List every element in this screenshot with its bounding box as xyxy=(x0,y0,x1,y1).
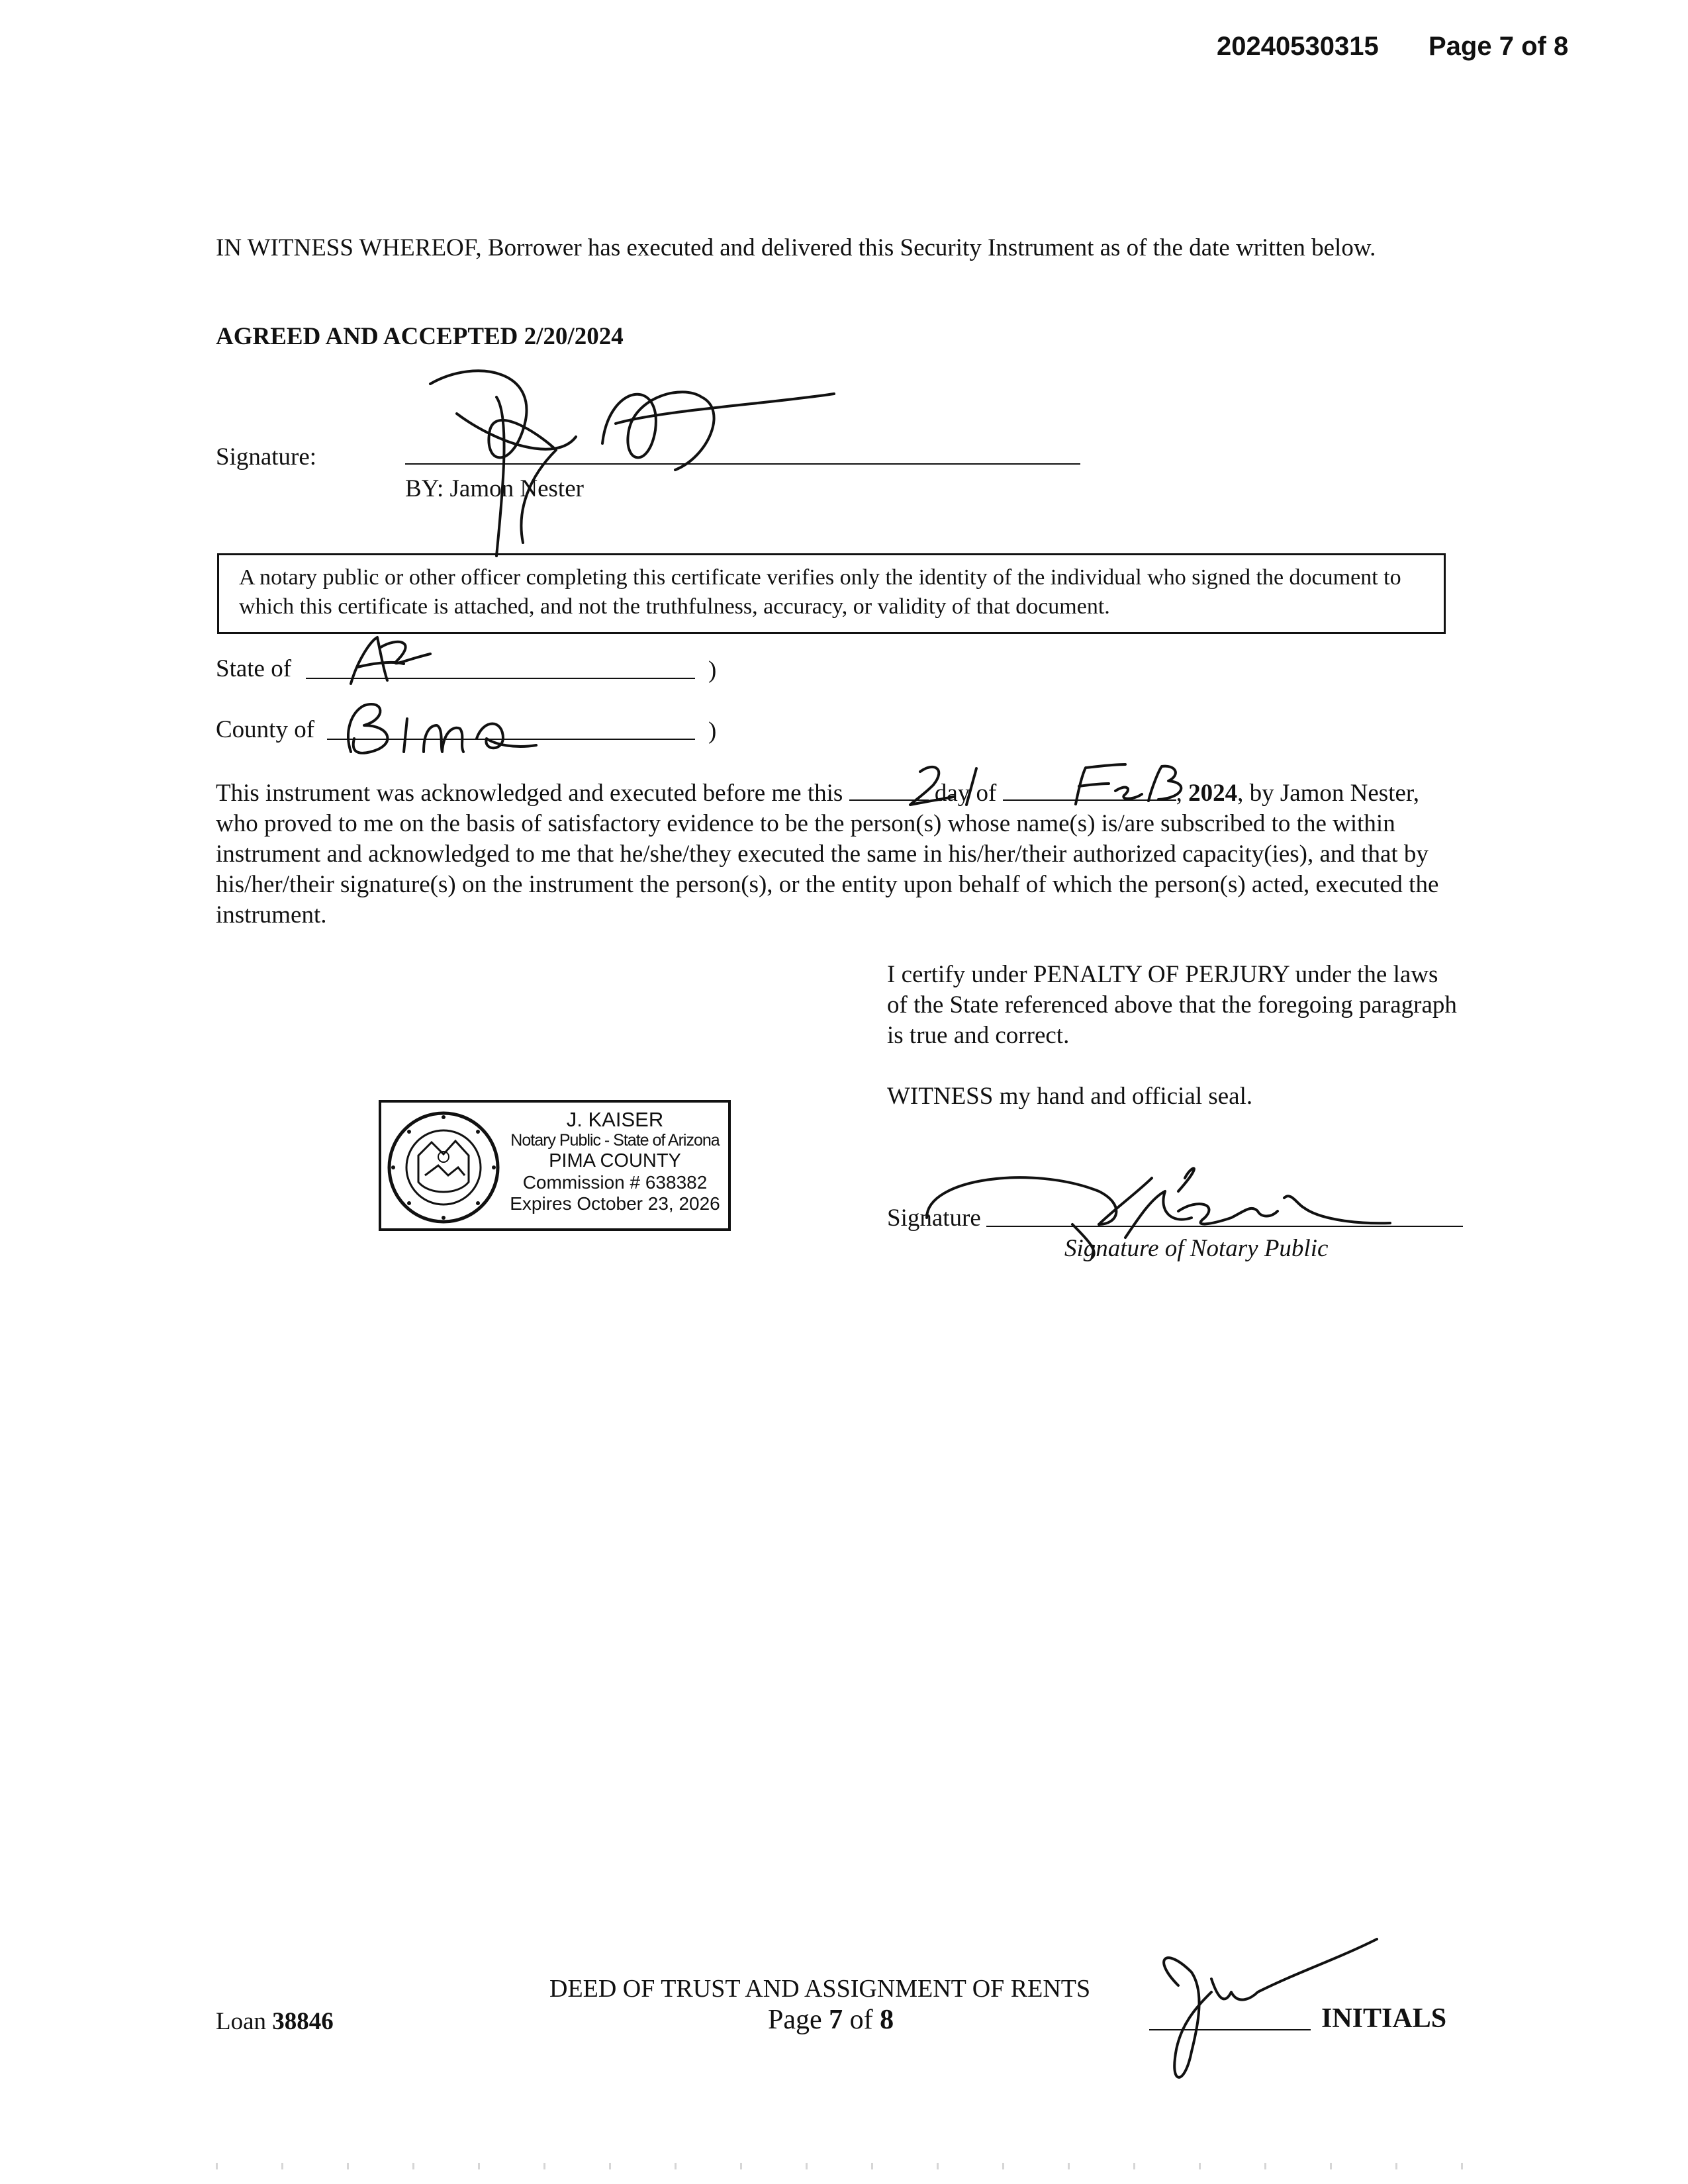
state-label: State of xyxy=(216,655,292,682)
stamp-text xyxy=(500,1108,729,1214)
notary-stamp xyxy=(379,1100,731,1231)
acknowledgment-part4: , by Jamon Nester, who proved to me on the basis of satisfactory evidence to be the person(s) whose name(s) is/are subscribed to the within instrument and acknowledged to me that he/she/they executed the same in his/her/their authorized capacity(ies), and that by his/her/their signature(s) on the instrument the person(s), or the entity upon behalf of which the person(s) acted, executed the instrument. xyxy=(216,780,1439,929)
state-paren: ) xyxy=(708,657,717,684)
acknowledgment-part3: , xyxy=(1176,780,1189,807)
loan-label: Loan xyxy=(216,2008,267,2035)
loan-value: 38846 xyxy=(272,2008,334,2035)
stamp-commission: Commission # 638382 xyxy=(522,1171,708,1193)
witness-seal-statement: WITNESS my hand and official seal. xyxy=(887,1083,1253,1110)
document-number: 20240530315 xyxy=(1217,32,1379,61)
notary-signature-caption: Signature of Notary Public xyxy=(1064,1235,1329,1262)
county-handwriting xyxy=(324,699,543,758)
footer-page-current: 7 xyxy=(829,2005,843,2035)
footer-page-of: of xyxy=(849,2005,873,2035)
signature-label: Signature: xyxy=(216,443,317,471)
stamp-county: PIMA COUNTY xyxy=(549,1150,681,1171)
state-handwriting xyxy=(338,634,444,687)
acknowledgment-part1: This instrument was acknowledged and executed before me this xyxy=(216,780,843,807)
acknowledgment-year: 2024 xyxy=(1188,780,1238,807)
initials-ink xyxy=(1125,1933,1390,2091)
footer-page-prefix: Page xyxy=(768,2005,822,2035)
perjury-statement: I certify under PENALTY OF PERJURY under the laws of the State referenced above that the foregoing paragraph is true and correct. xyxy=(887,961,1457,1049)
stamp-notary-name: J. KAISER xyxy=(566,1108,664,1131)
notary-notice-box xyxy=(217,553,1446,634)
county-label: County of xyxy=(216,716,315,743)
initials-label: INITIALS xyxy=(1321,2003,1447,2034)
loan-number xyxy=(216,2007,334,2037)
stamp-notary-title: Notary Public - State of Arizona xyxy=(510,1131,720,1150)
day-handwriting xyxy=(900,758,993,811)
arizona-state-seal xyxy=(385,1109,502,1226)
county-paren: ) xyxy=(708,717,717,745)
acknowledgment-paragraph xyxy=(216,778,1452,931)
borrower-signature-ink xyxy=(397,357,861,556)
borrower-name: BY: Jamon Nester xyxy=(405,475,584,502)
notary-notice-text: A notary public or other officer completing this certificate verifies only the identity of the individual who signed the document to which this certificate is attached, and not the truthfulness, accuracy, or validity of that document. xyxy=(239,565,1401,619)
agreed-accepted-heading: AGREED AND ACCEPTED 2/20/2024 xyxy=(216,323,624,350)
scan-artifacts xyxy=(152,2163,1476,2169)
page-indicator: Page 7 of 8 xyxy=(1429,32,1569,61)
notary-signature-ink xyxy=(900,1152,1403,1257)
notary-signature-label: Signature xyxy=(887,1205,981,1232)
footer-doc-title: DEED OF TRUST AND ASSIGNMENT OF RENTS xyxy=(549,1975,1091,2003)
stamp-expiration: Expires October 23, 2026 xyxy=(510,1193,720,1214)
footer-page-number xyxy=(768,2003,894,2037)
footer-page-total: 8 xyxy=(880,2005,894,2035)
witness-statement: IN WITNESS WHEREOF, Borrower has executed and delivered this Security Instrument as of the date written below. xyxy=(216,234,1376,261)
acknowledgment-part2: day of xyxy=(934,780,997,807)
month-handwriting xyxy=(1059,761,1192,807)
